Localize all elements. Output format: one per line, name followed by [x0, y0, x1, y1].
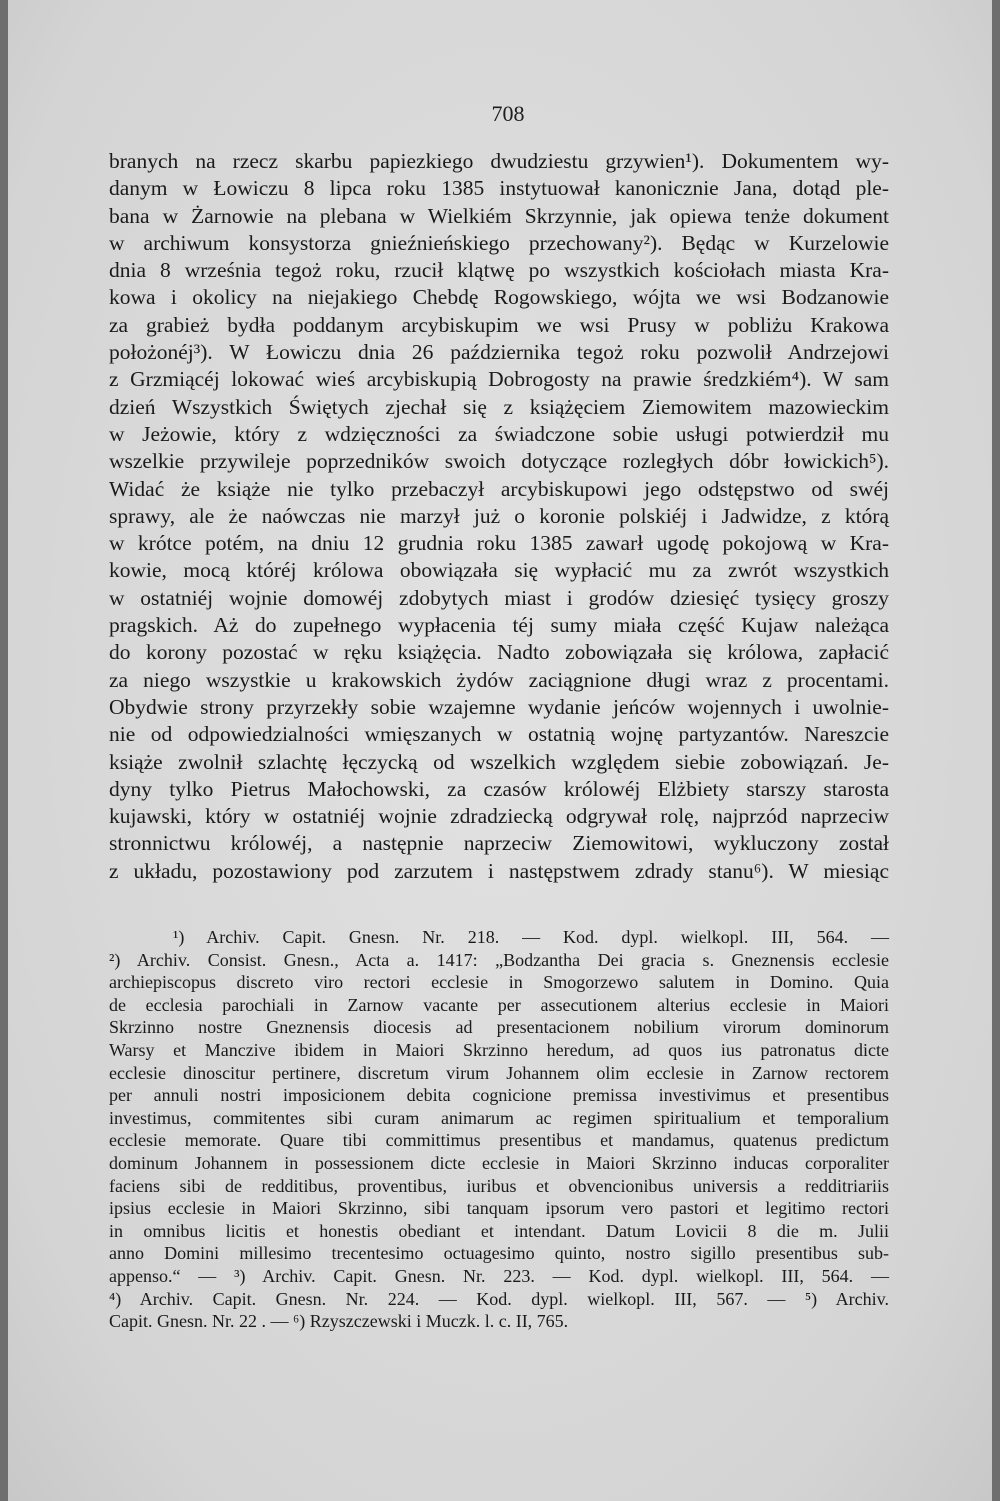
text-line: Obydwie strony przyrzekły sobie wzajemne wydanie jeńców wojennych i uwolnie-	[109, 694, 889, 719]
footnote-line: Capit. Gnesn. Nr. 22 . — ⁶) Rzyszczewski i Muczk. l. c. II, 765.	[109, 1311, 569, 1332]
footnote-line: de ecclesia parochiali in Zarnow vacante per assecutionem alterius ecclesie in Maiori	[109, 994, 889, 1015]
footnote-line: ²) Archiv. Consist. Gnesn., Acta a. 1417: „Bodzantha Dei gracia s. Gneznensis ecclesie	[109, 949, 889, 970]
footnote-line: ipsius ecclesie in Maiori Skrzinno, sibi tanquam ipsorum vero pastori et legitimo rectori	[109, 1198, 889, 1219]
footnote-line: investimus, commitentes sibi curam animarum ac regimen spiritualium et temporalium	[109, 1107, 889, 1128]
text-line: bana w Żarnowie na plebana w Wielkiém Skrzynnie, jak opiewa tenże dokument	[109, 203, 889, 228]
text-line: branych na rzecz skarbu papiezkiego dwudziestu grzywien¹). Dokumentem wy-	[109, 149, 889, 173]
footnote-line: ⁴) Archiv. Capit. Gnesn. Nr. 224. — Kod. dypl. wielkopl. III, 567. — ⁵) Archiv.	[109, 1288, 889, 1309]
text-line: w Jeżowie, który z wdzięczności za świadczone sobie usługi potwierdził mu	[109, 421, 889, 446]
footnotes	[109, 926, 889, 1333]
text-line: w ostatniéj wojnie domowéj zdobytych miast i grodów dziesięć tysięcy groszy	[109, 585, 889, 610]
footnote-line: dominum Johannem in possessionem dicte ecclesie in Maiori Skrzinno inducas corporaliter	[109, 1152, 889, 1173]
text-line: dnia 8 września tegoż roku, rzucił klątwę po wszystkich kościołach miasta Kra-	[109, 258, 889, 283]
text-line: sprawy, ale że naówczas nie marzył już o koronie polskiéj i Jadwidze, z którą	[109, 503, 889, 528]
footnote-line: appenso.“ — ³) Archiv. Capit. Gnesn. Nr. 223. — Kod. dypl. wielkopl. III, 564. —	[109, 1265, 889, 1286]
text-line: wszelkie przywileje poprzedników swoich dotyczące rozległych dóbr łowickich⁵).	[109, 449, 889, 474]
text-line: nie od odpowiedzialności wmięszanych w ostatnią wojnę partyzantów. Nareszcie	[109, 722, 889, 747]
text-line: książe zwolnił szlachtę łęczycką od wszelkich względem siebie zobowiązań. Je-	[109, 749, 889, 774]
text-line: położonéj³). W Łowiczu dnia 26 października tegoż roku pozwolił Andrzejowi	[109, 340, 889, 365]
text-line: za niego wszystkie u krakowskich żydów zaciągnione długi wraz z procentami.	[109, 667, 889, 692]
text-line: za grabież bydła poddanym arcybiskupim we wsi Prusy w pobliżu Krakowa	[109, 312, 889, 337]
footnote-line: ¹) Archiv. Capit. Gnesn. Nr. 218. — Kod. dypl. wielkopl. III, 564. —	[173, 927, 889, 947]
text-line: kowie, mocą któréj królowa obowiązała się wypłacić mu za zwrót wszystkich	[109, 558, 889, 583]
text-line: do korony pozostać w ręku książęcia. Nadto zobowiązała się królowa, zapłacić	[109, 640, 889, 665]
text-line: z układu, pozostawiony pod zarzutem i następstwem zdrady stanu⁶). W miesiąc	[109, 858, 889, 883]
footnote-line: in omnibus licitis et honestis obediant et intendant. Datum Lovicii 8 die m. Julii	[109, 1220, 889, 1241]
text-line: z Grzmiącéj lokować wieś arcybiskupią Dobrogosty na prawie średzkiém⁴). W sam	[109, 367, 889, 392]
footnote-line: archiepiscopus discreto viro rectori ecclesie in Smogorzewo salutem in Domino. Quia	[109, 972, 889, 993]
text-line: w archiwum konsystorza gnieźnieńskiego przechowany²). Będąc w Kurzelowie	[109, 230, 889, 255]
text-line: kujawski, który w ostatniéj wojnie zdradziecką odgrywał rolę, najprzód naprzeciw	[109, 804, 889, 829]
page-number: 708	[491, 101, 525, 126]
footnote-line: anno Domini millesimo trecentesimo octuagesimo quinto, nostro sigillo presentibus sub-	[109, 1243, 889, 1264]
footnote-line: ecclesie dinoscitur pertinere, discretum virum Johannem olim ecclesie in Zarnow rectorem	[109, 1062, 889, 1083]
text-line: w krótce potém, na dniu 12 grudnia roku 1385 zawarł ugodę pokojową w Kra-	[109, 531, 889, 556]
text-line: dyny tylko Pietrus Małochowski, za czasów królowéj Elżbiety starszy starosta	[109, 776, 889, 801]
text-line: Widać że książe nie tylko przebaczył arcybiskupowi jego odstępstwo od swéj	[109, 476, 889, 501]
footnote-line: Skrzinno nostre Gneznensis diocesis ad presentacionem nobilium virorum dominorum	[109, 1017, 889, 1038]
footnote-line: Warsy et Manczive ibidem in Maiori Skrzinno heredum, ad quos ius patronatus dicte	[109, 1039, 889, 1060]
text-line: stronnictwu królowéj, a następnie naprzeciw Ziemowitowi, wykluczony został	[109, 831, 889, 856]
book-page	[8, 0, 992, 1501]
footnote-line: ecclesie memorate. Quare tibi committimus presentibus et mandamus, quatenus predictum	[109, 1130, 889, 1151]
text-line: danym w Łowiczu 8 lipca roku 1385 instytuował kanonicznie Jana, dotąd ple-	[109, 176, 889, 201]
text-line: pragskich. Aż do zupełnego wypłacenia téj sumy miała część Kujaw należąca	[109, 613, 889, 638]
footnote-line: per annuli nostri imposicionem debita cognicione premissa investivimus et presentibus	[109, 1085, 889, 1106]
text-line: dzień Wszystkich Świętych zjechał się z książęciem Ziemowitem mazowieckim	[109, 394, 889, 419]
main-text	[109, 148, 889, 885]
text-line: kowa i okolicy na niejakiego Chebdę Rogowskiego, wójta we wsi Bodzanowie	[109, 285, 889, 310]
footnote-line: faciens sibi de redditibus, proventibus, iuribus et obvencionibus universis a redditriariis	[109, 1175, 889, 1196]
